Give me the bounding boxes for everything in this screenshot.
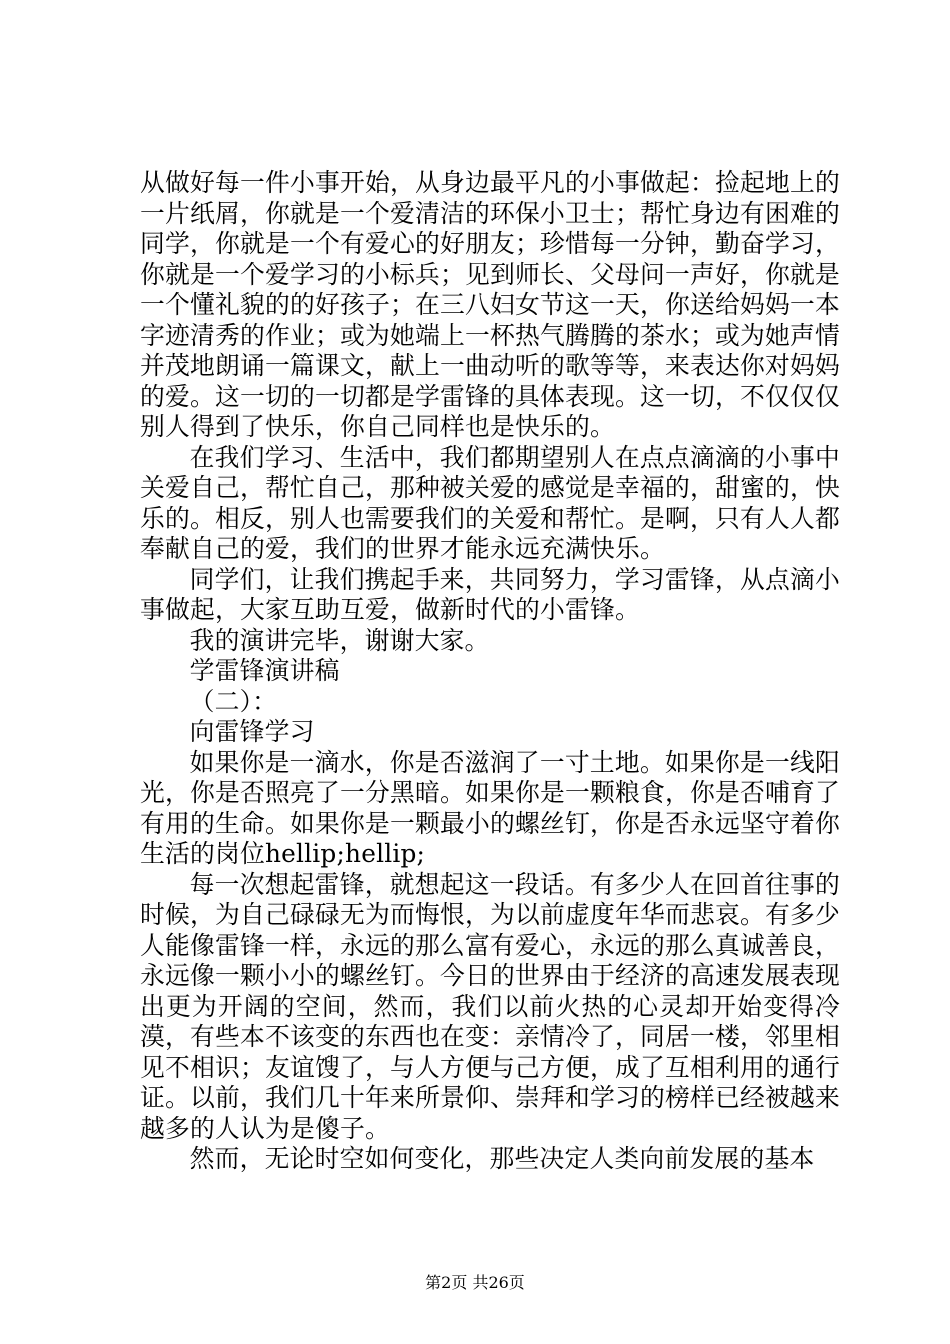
paragraph-continuation: 从做好每一件小事开始，从身边最平凡的小事做起：捡起地上的一片纸屑，你就是一个爱清洁的环保小卫士；帮忙身边有困难的同学，你就是一个有爱心的好朋友；珍惜每一分钟，勤奋学习，你就是一个爱学习的小标兵；见到师长、父母问一声好，你就是一个懂礼貌的的好孩子；在三八妇女节这一天，你送给妈妈一本字迹清秀的作业；或为她端上一杯热气腾腾的茶水；或为她声情并茂地朗诵一篇课文，献上一曲动听的歌等等，来表达你对妈妈的爱。这一切的一切都是学雷锋的具体表现。这一切，不仅仅仅别人得到了快乐，你自己同样也是快乐的。 (140, 168, 840, 441)
paragraph: 如果你是一滴水，你是否滋润了一寸土地。如果你是一线阳光，你是否照亮了一分黑暗。如果你是一颗粮食，你是否哺育了有用的生命。如果你是一颗最小的螺丝钉，你是否永远坚守着你生活的岗位hellip;hellip; (140, 747, 840, 868)
paragraph: 每一次想起雷锋，就想起这一段话。有多少人在回首往事的时候，为自己碌碌无为而悔恨，为以前虚度年华而悲哀。有多少人能像雷锋一样，永远的那么富有爱心，永远的那么真诚善良，永远像一颗小小的螺丝钉。今日的世界由于经济的高速发展表现出更为开阔的空间，然而，我们以前火热的心灵却开始变得冷漠，有些本不该变的东西也在变：亲情冷了，同居一楼，邻里相见不相识；友谊馊了，与人方便与己方便，成了互相利用的通行证。以前，我们几十年来所景仰、崇拜和学习的榜样已经被越来越多的人认为是傻子。 (140, 869, 840, 1143)
section-title: 学雷锋演讲稿 (189, 656, 340, 685)
body-text (140, 168, 840, 1175)
paragraph: 在我们学习、生活中，我们都期望别人在点点滴滴的小事中关爱自己，帮忙自己，那种被关爱的感觉是幸福的，甜蜜的，快乐的。相反，别人也需要我们的关爱和帮忙。是啊，只有人人都奉献自己的爱，我们的世界才能永远充满快乐。 (140, 442, 840, 563)
paragraph-truncated: 然而，无论时空如何变化，那些决定人类向前发展的基本 (189, 1144, 815, 1173)
page-footer: 第2页 共26页 (425, 1273, 525, 1292)
paragraph: 同学们，让我们携起手来，共同努力，学习雷锋，从点滴小事做起，大家互助互爱，做新时代的小雷锋。 (140, 564, 840, 624)
section-number: （二）： (189, 686, 278, 716)
closing-line: 我的演讲完毕，谢谢大家。 (189, 625, 490, 655)
section-subtitle: 向雷锋学习 (189, 717, 315, 746)
